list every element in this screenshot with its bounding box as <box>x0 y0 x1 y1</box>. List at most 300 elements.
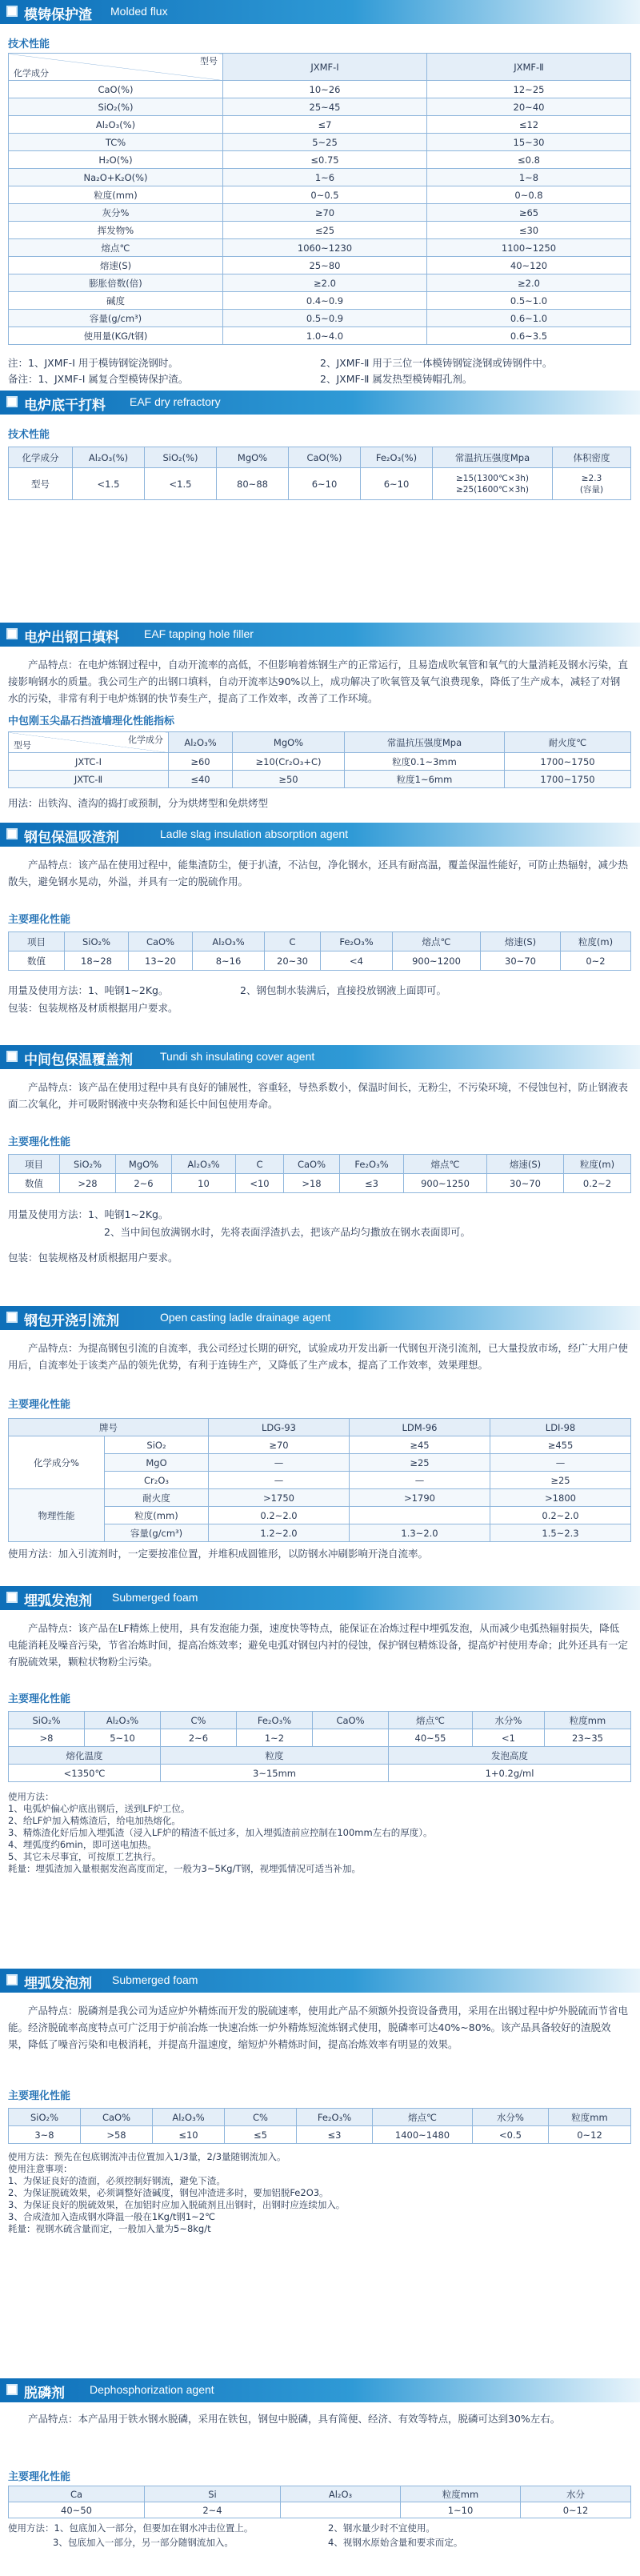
cell: 30~70 <box>481 951 561 971</box>
header-cell: Fe₂O₃% <box>237 1712 313 1729</box>
header-cell: 水分% <box>473 1712 545 1729</box>
section-title: 埋弧发泡剂 <box>24 1593 92 1609</box>
section-title: 脱磷剂 <box>24 2386 65 2402</box>
cell: 粒度(mm) <box>105 1507 209 1524</box>
cell: 20~30 <box>265 951 321 971</box>
cell: ≥2.0 <box>427 274 631 292</box>
spec-table <box>8 1154 631 1193</box>
cell <box>313 1729 389 1747</box>
header-cell: SiO₂% <box>9 2109 81 2126</box>
cell <box>553 468 631 500</box>
header-cell: Si <box>145 2486 281 2502</box>
cell: 粒度1~6mm <box>345 771 505 788</box>
header-cell: 项目 <box>9 932 65 951</box>
table-header-row <box>9 732 631 753</box>
usage-line: 用量及使用方法：1、吨钢1~2Kg。 <box>8 1208 169 1220</box>
product-features: 产品特点：该产品在使用过程中，能集渣防尘，便于扒渣，不沾包，净化钢水，还具有耐高温，覆盖保温性能好，可防止热辐射，减少热散失，避免钢水晃动，外溢，并具有一定的脱硫作用。 <box>8 859 629 887</box>
cell: — <box>350 1472 490 1489</box>
square-bullet-icon <box>6 2384 18 2395</box>
cell: 10~26 <box>223 81 427 98</box>
list-item: 耗量：埋弧渣加入量根据发泡高度而定，一般为3~5Kg/T钢，视埋弧情况可适当补加。 <box>8 1863 362 1874</box>
section-ladle-slag-agent <box>0 823 640 1055</box>
cell: 0~12 <box>549 2126 631 2144</box>
table-row <box>9 771 631 788</box>
cell-line: ≥2.3 <box>581 473 602 483</box>
cell: Al₂O₃(%) <box>9 116 223 134</box>
header-cell: 化学成分 <box>9 447 73 468</box>
cell: ≤3 <box>340 1174 404 1193</box>
section-title-en: EAF dry refractory <box>130 395 221 408</box>
header-cell: 粒度mm <box>549 2109 631 2126</box>
header-cell: Al₂O₃% <box>85 1712 161 1729</box>
table-header-row <box>9 447 631 468</box>
spec-table <box>8 1418 631 1542</box>
cell: ≤12 <box>427 116 631 134</box>
section-title-en: Tundi sh insulating cover agent <box>160 1050 315 1063</box>
subhead: 技术性能 <box>8 429 50 441</box>
section-title: 电炉出钢口填料 <box>24 630 119 646</box>
header-cell: Fe₂O₃% <box>321 932 393 951</box>
header-cell: Al₂O₃% <box>193 932 265 951</box>
product-features: 产品特点：本产品用于铁水钢水脱磷，采用在铁包，钢包中脱磷，具有简便、经济、有效等特点，脱磷可达到30%左右。 <box>28 2413 561 2425</box>
group-cell: 化学成分% <box>9 1436 105 1489</box>
cell: 灰分% <box>9 204 223 222</box>
square-bullet-icon <box>6 1051 18 1062</box>
cell: 碱度 <box>9 292 223 310</box>
cell: ≤0.75 <box>223 151 427 169</box>
header-corner-cell <box>9 54 223 81</box>
table-row <box>9 292 631 310</box>
square-bullet-icon <box>6 1312 18 1323</box>
header-cell: 粒度mm <box>545 1712 631 1729</box>
table-header-row <box>9 2486 631 2502</box>
cell: 1~2 <box>237 1729 313 1747</box>
table-header-row <box>9 1155 631 1174</box>
cell: ≥70 <box>209 1436 350 1454</box>
header-cell: 常温抗压强度Mpa <box>433 447 553 468</box>
cell: ≥10(Cr₂O₃+C) <box>233 753 345 771</box>
cell: 1+0.2g/ml <box>389 1765 631 1782</box>
cell: 0~12 <box>521 2502 631 2518</box>
cell: 40~55 <box>389 1729 473 1747</box>
model-label: 型号 <box>14 740 31 751</box>
cell: <4 <box>321 951 393 971</box>
cell: >1750 <box>209 1489 350 1507</box>
square-bullet-icon <box>6 396 18 407</box>
header-cell: Al₂O₃ <box>281 2486 401 2502</box>
cell: 2~4 <box>145 2502 281 2518</box>
header-cell: 熔点℃ <box>393 932 481 951</box>
list-item: 2、为保证脱硫效果，必须调整好渣碱度，钢包冲渣进多时，要加铝脱Fe2O3。 <box>8 2187 329 2198</box>
cell: 熔点℃ <box>9 239 223 257</box>
list-item: 1、电弧炉偏心炉底出钢后，送到LF炉工位。 <box>8 1803 190 1814</box>
square-bullet-icon <box>6 628 18 639</box>
cell <box>350 1507 490 1524</box>
list-item: 4、视钢水原始含量和要求而定。 <box>328 2537 463 2548</box>
section-eaf-dry-refractory <box>0 391 640 583</box>
cell: 3~8 <box>9 2126 81 2144</box>
section-title-bar <box>0 1969 640 1993</box>
cell: ≥45 <box>350 1436 490 1454</box>
header-cell: 熔点℃ <box>389 1712 473 1729</box>
cell-line: ≥15(1300℃×3h) <box>456 473 529 483</box>
group-cell: 物理性能 <box>9 1489 105 1542</box>
header-cell: LDG-93 <box>209 1419 350 1436</box>
table-header-row <box>9 54 631 81</box>
cell: 1700~1750 <box>505 753 631 771</box>
header-cell: C% <box>161 1712 237 1729</box>
cell: 1~8 <box>427 169 631 186</box>
list-item: 1、为保证良好的渣面，必须控制好钢流，避免下渣。 <box>8 2175 226 2186</box>
cell: 0~2 <box>561 951 631 971</box>
cell: 0~0.8 <box>427 186 631 204</box>
cell: 3~15mm <box>161 1765 389 1782</box>
section-title-bar <box>0 2378 640 2402</box>
cell: <1.5 <box>73 468 145 500</box>
cell: 1700~1750 <box>505 771 631 788</box>
packaging-note: 包装：包装规格及材质根据用户要求。 <box>8 1252 178 1264</box>
cell: 23~35 <box>545 1729 631 1747</box>
usage-list <box>8 1791 432 1875</box>
usage-line: 2、当中间包放满钢水时，先将表面浮渣扒去，把该产品均匀撒放在钢水表面即可。 <box>104 1226 470 1238</box>
cell: 1100~1250 <box>427 239 631 257</box>
usage-line: 2、钢包制水装满后，直接投放钢液上面即可。 <box>240 984 446 996</box>
table-row <box>9 2126 631 2144</box>
table-row <box>9 2502 631 2518</box>
subhead: 主要理化性能 <box>8 1136 71 1148</box>
cell: 熔速(S) <box>9 257 223 274</box>
cell: 0.6~3.5 <box>427 327 631 345</box>
section-title-bar <box>0 1306 640 1330</box>
table-header-row <box>9 1419 631 1436</box>
cell: <1350℃ <box>9 1765 161 1782</box>
cell: 40~120 <box>427 257 631 274</box>
table-row <box>9 468 631 500</box>
header-cell: Al₂O₃% <box>153 2109 225 2126</box>
header-cell: CaO% <box>284 1155 340 1174</box>
cell: ≥60 <box>169 753 233 771</box>
cell: 12~25 <box>427 81 631 98</box>
section-title: 模铸保护渣 <box>24 7 92 23</box>
section-title-en: Dephosphorization agent <box>90 2383 214 2396</box>
list-item: 3、合成渣加入造成钢水降温一般在1Kg/t钢1~2℃ <box>8 2211 216 2222</box>
table-row <box>9 257 631 274</box>
header-cell: 熔点℃ <box>373 2109 473 2126</box>
header-cell: 耐火度℃ <box>505 732 631 753</box>
cell: 0.6~1.0 <box>427 310 631 327</box>
table-row <box>9 151 631 169</box>
header-cell: CaO% <box>129 932 193 951</box>
square-bullet-icon <box>6 828 18 839</box>
list-item: 使用方法：1、包底加入一部分，但要加在钢水冲击位置上。 <box>8 2522 254 2534</box>
table-row <box>9 98 631 116</box>
spec-table <box>8 1711 631 1782</box>
cell: 膨胀倍数(倍) <box>9 274 223 292</box>
header-cell: MgO% <box>233 732 345 753</box>
list-item: 3、包底加入一部分，另一部分随钢流加入。 <box>53 2537 234 2548</box>
cell: 18~28 <box>65 951 129 971</box>
header-cell: CaO(%) <box>289 447 361 468</box>
table-row <box>9 310 631 327</box>
table-row <box>9 169 631 186</box>
header-cell: JXMF-Ⅰ <box>223 54 427 81</box>
item-label: 化学成分 <box>14 68 49 78</box>
cell: JXTC-Ⅰ <box>9 753 169 771</box>
header-cell: 粒度 <box>161 1747 389 1765</box>
cell: ≤0.8 <box>427 151 631 169</box>
note-line: 备注：1、JXMF-Ⅰ 属复合型模铸保护渣。 <box>8 373 189 385</box>
table-row <box>9 1174 631 1193</box>
cell: ≥25 <box>490 1472 631 1489</box>
section-title-en: EAF tapping hole filler <box>144 627 254 640</box>
square-bullet-icon <box>6 6 18 17</box>
section-submerged-foam-2 <box>0 1969 640 2369</box>
cell: ≤25 <box>223 222 427 239</box>
section-title: 钢包开浇引流剂 <box>24 1313 119 1329</box>
table-header-row <box>9 2109 631 2126</box>
cell: 0.5~1.0 <box>427 292 631 310</box>
table-row <box>9 274 631 292</box>
section-tundish-cover-agent <box>0 1045 640 1309</box>
cell: 数值 <box>9 1174 60 1193</box>
cell: ≥2.0 <box>223 274 427 292</box>
cell: 80~88 <box>217 468 289 500</box>
cell: ≥65 <box>427 204 631 222</box>
cell: 5~25 <box>223 134 427 151</box>
header-cell: Ca <box>9 2486 145 2502</box>
list-item: 使用注意事项： <box>8 2163 73 2174</box>
cell: 6~10 <box>361 468 433 500</box>
packaging-note: 包装：包装规格及材质根据用户要求。 <box>8 1002 178 1014</box>
section-title: 埋弧发泡剂 <box>24 1976 92 1992</box>
cell: ≥455 <box>490 1436 631 1454</box>
header-cell: 粒度(m) <box>561 932 631 951</box>
cell: ≥25 <box>350 1454 490 1472</box>
cell: 1~10 <box>401 2502 521 2518</box>
cell: 5~10 <box>85 1729 161 1747</box>
usage-line: 用量及使用方法：1、吨钢1~2Kg。 <box>8 984 169 996</box>
cell: 25~45 <box>223 98 427 116</box>
list-item: 5、其它未尽事宜，可按原工艺执行。 <box>8 1851 162 1862</box>
header-cell: C% <box>225 2109 297 2126</box>
section-title-en: Ladle slag insulation absorption agent <box>160 827 349 840</box>
spec-table <box>8 53 631 345</box>
section-title-bar <box>0 391 640 415</box>
header-cell: Fe₂O₃(%) <box>361 447 433 468</box>
section-title-bar <box>0 623 640 647</box>
cell-line: ≥25(1600℃×3h) <box>456 484 529 495</box>
table-row <box>9 134 631 151</box>
section-submerged-foam-1 <box>0 1586 640 1986</box>
cell: ≤40 <box>169 771 233 788</box>
header-cell: JXMF-Ⅱ <box>427 54 631 81</box>
cell: 1.3~2.0 <box>350 1524 490 1542</box>
cell: — <box>209 1454 350 1472</box>
cell: TC% <box>9 134 223 151</box>
cell: ≤30 <box>427 222 631 239</box>
header-cell: SiO₂% <box>60 1155 116 1174</box>
header-cell: 粒度mm <box>401 2486 521 2502</box>
cell: 25~80 <box>223 257 427 274</box>
item-label: 化学成分 <box>128 735 163 745</box>
table-row <box>9 204 631 222</box>
table-row <box>9 222 631 239</box>
subhead: 技术性能 <box>8 38 50 50</box>
header-cell: C <box>265 932 321 951</box>
header-cell: 熔速(S) <box>487 1155 564 1174</box>
header-cell: 项目 <box>9 1155 60 1174</box>
cell: 13~20 <box>129 951 193 971</box>
table-row <box>9 327 631 345</box>
table-row <box>9 1489 631 1507</box>
cell: 1400~1480 <box>373 2126 473 2144</box>
spec-table <box>8 2486 631 2518</box>
product-features: 产品特点：该产品在LF精炼上使用，具有发泡能力强，速度快等特点，能保证在冶炼过程中埋弧发泡，从而减少电弧热辐射损失，降低电能消耗及噪音污染，节省冶炼时间，提高冶炼效率；避免电弧对钢包内衬的侵蚀，保护钢包精炼设备，提高炉衬使用寿命；此外还具有一定有脱硫效果，颗粒状物粉尘污染。 <box>8 1622 629 1668</box>
cell: — <box>209 1472 350 1489</box>
cell: 使用量(KG/t钢) <box>9 327 223 345</box>
subhead: 主要理化性能 <box>8 914 71 926</box>
list-item: 使用方法：预先在包底钢流冲击位置加入1/3量，2/3量随钢流加入。 <box>8 2151 286 2162</box>
header-cell: 水分 <box>521 2486 631 2502</box>
cell: 1.5~2.3 <box>490 1524 631 1542</box>
cell: <1.5 <box>145 468 217 500</box>
table-row <box>9 239 631 257</box>
product-features: 产品特点：脱磷剂是我公司为适应炉外精炼而开发的脱硫速率，使用此产品不须额外投资设备费用，采用在出钢过程中炉外脱硫而节省电能。经济脱硫率高度特点可广泛用于炉前冶炼一快速冶炼一炉外精炼短流炼钢式使用，脱磷率可达40%~80%。该产品具备较好的渣脱效果，降低了噪音污染和电极消耗，并提高升温速度，缩短炉外精炼时间，提高冶炼效率有明显的效果。 <box>8 2005 629 2050</box>
section-title-bar <box>0 1045 640 1069</box>
header-cell: 粒度(m) <box>564 1155 631 1174</box>
spec-table <box>8 931 631 971</box>
note-line: 2、JXMF-Ⅱ 属发热型模铸帽孔剂。 <box>320 373 473 385</box>
table-row <box>9 81 631 98</box>
subhead: 主要理化性能 <box>8 2090 71 2102</box>
note-line: 2、JXMF-Ⅱ 用于三位一体模铸钢锭浇钢或铸钢件中。 <box>320 357 553 369</box>
cell: 1.2~2.0 <box>209 1524 350 1542</box>
header-cell: Fe₂O₃% <box>297 2109 373 2126</box>
cell: 40~50 <box>9 2502 145 2518</box>
header-corner-cell <box>9 732 169 753</box>
table-row <box>9 1436 631 1454</box>
cell: <1 <box>473 1729 545 1747</box>
cell: >28 <box>60 1174 116 1193</box>
list-item: 使用方法： <box>8 1791 54 1802</box>
cell: 0.4~0.9 <box>223 292 427 310</box>
subhead: 主要理化性能 <box>8 1693 71 1705</box>
subhead: 主要理化性能 <box>8 2471 71 2483</box>
cell: 0.2~2.0 <box>209 1507 350 1524</box>
header-cell: 水分% <box>473 2109 549 2126</box>
list-item: 3、为保证良好的脱硫效果，在加铝时应加入脱硫剂且出钢时，出钢时应连续加入。 <box>8 2199 346 2210</box>
section-title: 中间包保温覆盖剂 <box>24 1052 133 1068</box>
header-cell: LDI-98 <box>490 1419 631 1436</box>
header-cell: 牌号 <box>9 1419 209 1436</box>
cell: 20~40 <box>427 98 631 116</box>
note-line: 注：1、JXMF-Ⅰ 用于模铸钢锭浇钢时。 <box>8 357 178 369</box>
cell: ≤5 <box>225 2126 297 2144</box>
spec-table <box>8 731 631 788</box>
cell: ≤10 <box>153 2126 225 2144</box>
section-title-en: Open casting ladle drainage agent <box>160 1311 331 1324</box>
square-bullet-icon <box>6 1592 18 1603</box>
header-cell: SiO₂% <box>9 1712 85 1729</box>
usage-list <box>8 2151 345 2235</box>
cell: 0.5~0.9 <box>223 310 427 327</box>
cell: 容量(g/cm³) <box>105 1524 209 1542</box>
header-cell: SiO₂(%) <box>145 447 217 468</box>
table-row <box>9 1765 631 1782</box>
model-label: 型号 <box>200 56 218 66</box>
header-cell: LDM-96 <box>350 1419 490 1436</box>
section-title: 电炉底干打料 <box>24 398 106 414</box>
product-features: 产品特点：该产品在使用过程中具有良好的铺展性，容重轻，导热系数小，保温时间长，无粉尘，不污染环境，不侵蚀包衬，防止钢液表面二次氧化，并可吸附钢液中夹杂物和延长中间包使用寿命。 <box>8 1081 629 1110</box>
cell: 粒度0.1~3mm <box>345 753 505 771</box>
header-cell: 发泡高度 <box>389 1747 631 1765</box>
cell: >8 <box>9 1729 85 1747</box>
list-item: 4、埋弧度约6min，即可送电加热。 <box>8 1839 157 1850</box>
header-cell: 体积密度 <box>553 447 631 468</box>
header-cell: 熔点℃ <box>404 1155 487 1174</box>
list-item: 2、钢水量少时不宜使用。 <box>328 2522 435 2534</box>
cell: 900~1200 <box>393 951 481 971</box>
cell: 挥发物% <box>9 222 223 239</box>
header-cell: MgO% <box>217 447 289 468</box>
cell: CaO(%) <box>9 81 223 98</box>
cell: >1790 <box>350 1489 490 1507</box>
usage-note: 使用方法：加入引流剂时，一定要按准位置，并堆积成圆锥形，以防钢水冲刷影响开浇自流率。 <box>8 1548 429 1560</box>
cell: 0~0.5 <box>223 186 427 204</box>
cell <box>281 2502 401 2518</box>
spec-table <box>8 447 631 500</box>
cell: ≤7 <box>223 116 427 134</box>
header-cell: 常温抗压强度Mpa <box>345 732 505 753</box>
cell-line: (容量) <box>579 484 604 495</box>
cell: H₂O(%) <box>9 151 223 169</box>
cell: 2~6 <box>161 1729 237 1747</box>
table-header-row <box>9 932 631 951</box>
header-cell: C <box>236 1155 284 1174</box>
section-title-en: Molded flux <box>110 5 168 18</box>
cell: — <box>490 1454 631 1472</box>
cell: SiO₂(%) <box>9 98 223 116</box>
cell: ≥70 <box>223 204 427 222</box>
product-features: 产品特点：在电炉炼钢过程中，自动开流率的高低，不但影响着炼钢生产的正常运行，且易造成吹氧管和氧气的大量消耗及钢水污染，直接影响钢水的质量。我公司生产的出钢口填料，自动开流率达90%以上，成功解决了吹氧管及氧气浪费现象，降低了生产成本，减轻了对钢水的污染，非常有利于电炉炼钢的快节奏生产，提高了工作效率，改善了工作环境。 <box>8 659 629 704</box>
cell: 6~10 <box>289 468 361 500</box>
spec-table <box>8 2108 631 2144</box>
cell: 容量(g/cm³) <box>9 310 223 327</box>
cell: >1800 <box>490 1489 631 1507</box>
cell: <0.5 <box>473 2126 549 2144</box>
header-cell: 熔速(S) <box>481 932 561 951</box>
cell: ≥50 <box>233 771 345 788</box>
square-bullet-icon <box>6 1974 18 1985</box>
section-title-en: Submerged foam <box>112 1973 198 1986</box>
table-row <box>9 1729 631 1747</box>
header-cell: Al₂O₃% <box>172 1155 236 1174</box>
cell: 1~6 <box>223 169 427 186</box>
cell: 10 <box>172 1174 236 1193</box>
header-cell: 熔化温度 <box>9 1747 161 1765</box>
table-header-row <box>9 1747 631 1765</box>
cell: >18 <box>284 1174 340 1193</box>
header-cell: MgO% <box>116 1155 172 1174</box>
section-title-bar <box>0 0 640 24</box>
cell: 1060~1230 <box>223 239 427 257</box>
cell: MgO <box>105 1454 209 1472</box>
table-row <box>9 951 631 971</box>
list-item: 耗量：视钢水硫含量而定，一般加入量为5~8kg/t <box>8 2223 211 2234</box>
cell: 30~70 <box>487 1174 564 1193</box>
usage-note: 用法：出铁沟、渣沟的捣打或预制，分为烘烤型和免烘烤型 <box>8 797 269 809</box>
cell: 2~6 <box>116 1174 172 1193</box>
